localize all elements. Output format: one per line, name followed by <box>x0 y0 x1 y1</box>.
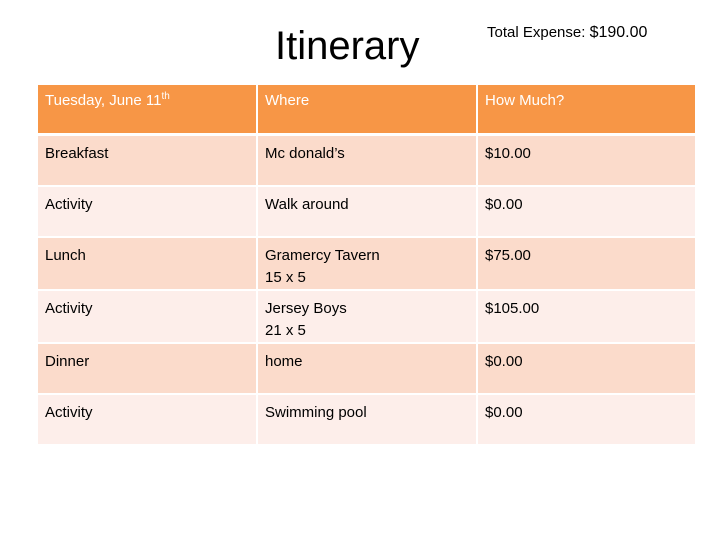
cell-cost: $10.00 <box>477 135 696 187</box>
header-day-suffix: th <box>161 91 170 102</box>
cell-activity: Lunch <box>37 237 257 290</box>
cell-where <box>257 394 477 445</box>
cell-where-line: 21 x 5 <box>265 322 306 339</box>
cell-cost: $105.00 <box>477 290 696 343</box>
cell-where-line: Mc donald’s <box>265 145 345 162</box>
cell-activity: Breakfast <box>37 135 257 187</box>
header-where: Where <box>257 84 477 135</box>
itinerary-table <box>36 83 697 446</box>
cell-cost: $75.00 <box>477 237 696 290</box>
cell-where <box>257 186 477 237</box>
table-row <box>37 394 696 445</box>
cell-activity: Activity <box>37 186 257 237</box>
cell-where <box>257 290 477 343</box>
cell-activity: Activity <box>37 290 257 343</box>
cell-where-line: Swimming pool <box>265 404 367 421</box>
table-row <box>37 186 696 237</box>
header-cost: How Much? <box>477 84 696 135</box>
table-row <box>37 135 696 187</box>
cell-cost: $0.00 <box>477 343 696 394</box>
total-expense-label: Total Expense: <box>487 24 586 41</box>
page-title: Itinerary <box>275 24 420 68</box>
cell-where-line: Gramercy Tavern <box>265 247 380 264</box>
cell-activity: Dinner <box>37 343 257 394</box>
total-expense <box>487 22 647 44</box>
header-day-text: Tuesday, June 11 <box>45 92 162 109</box>
cell-where-line: 15 x 5 <box>265 269 306 286</box>
cell-activity: Activity <box>37 394 257 445</box>
cell-where <box>257 237 477 290</box>
table-header-row <box>37 84 696 135</box>
cell-cost: $0.00 <box>477 394 696 445</box>
header-day <box>37 84 257 135</box>
cell-where <box>257 343 477 394</box>
cell-where-line: Walk around <box>265 196 349 213</box>
cell-where-line: Jersey Boys <box>265 300 347 317</box>
cell-cost: $0.00 <box>477 186 696 237</box>
table-row <box>37 343 696 394</box>
cell-where <box>257 135 477 187</box>
cell-where-line: home <box>265 353 303 370</box>
table-row <box>37 237 696 290</box>
table-row <box>37 290 696 343</box>
total-expense-amount: $190.00 <box>589 24 648 41</box>
